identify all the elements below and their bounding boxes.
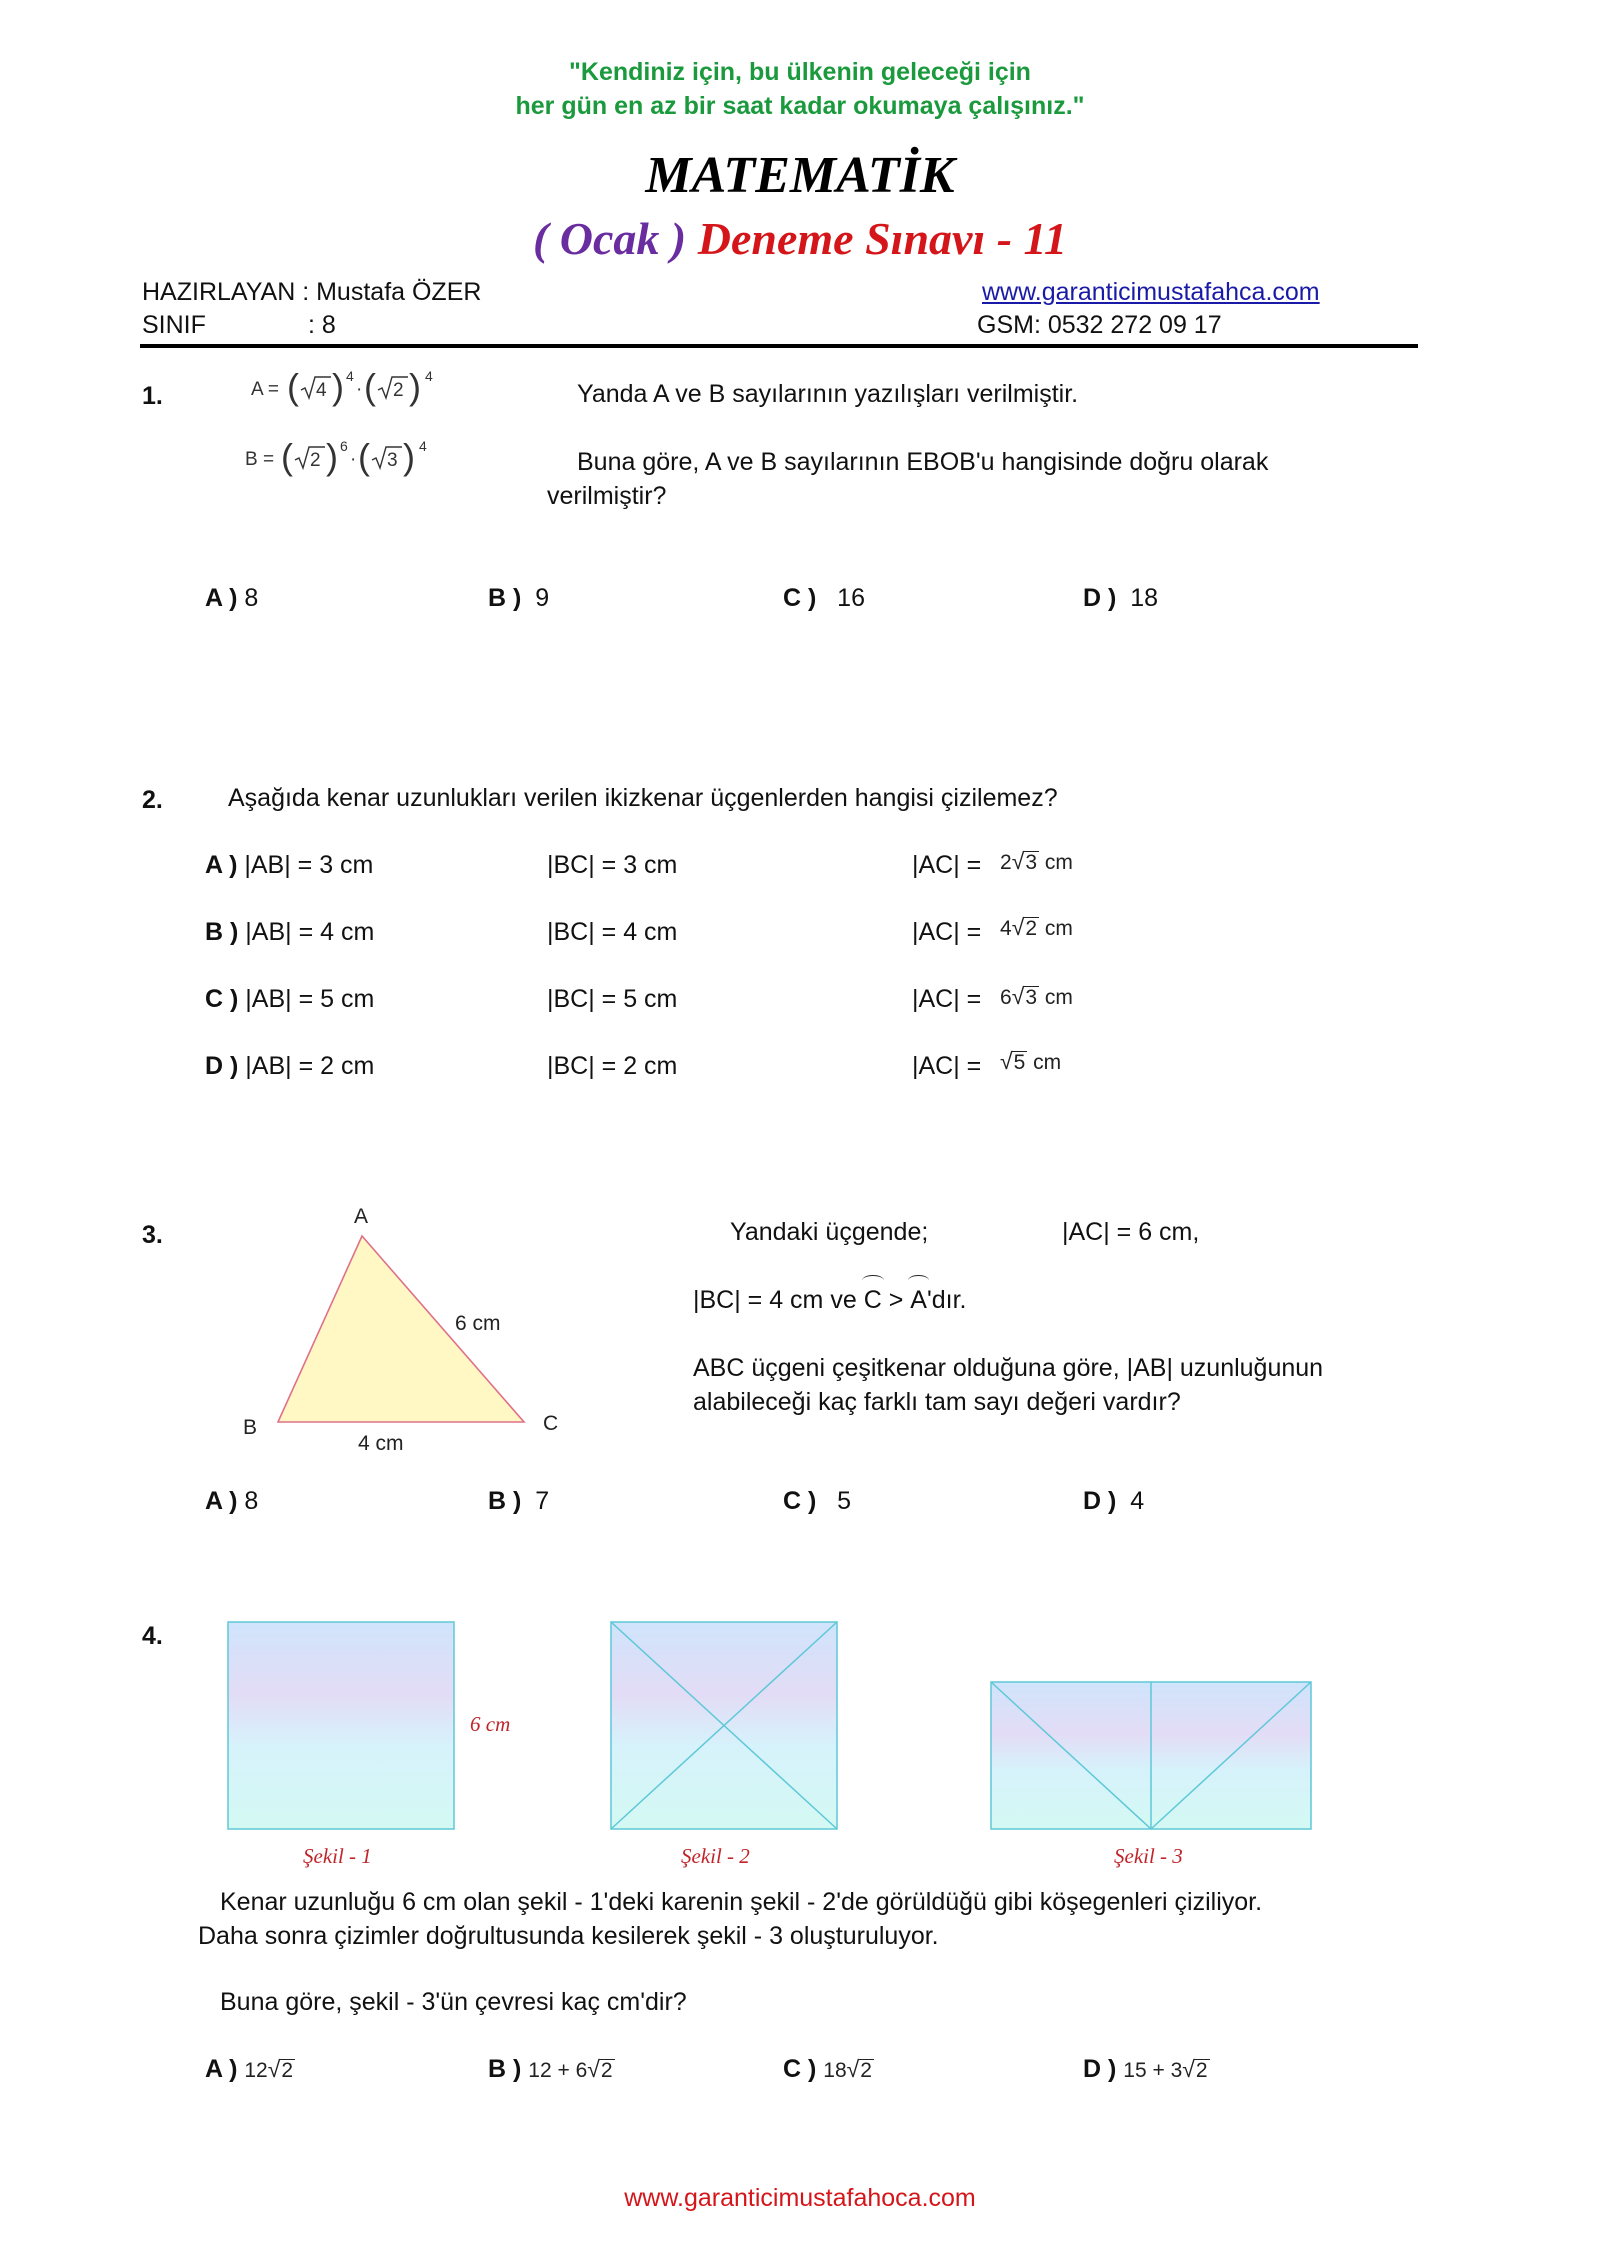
ac-coef: 2	[1000, 851, 1012, 874]
value-radicand: 2	[860, 2059, 872, 2082]
option-value	[528, 2056, 614, 2082]
figure-1-side-label: 6 cm	[470, 1712, 511, 1736]
q2-option-d[interactable]	[205, 1050, 374, 1083]
ac-unit: cm	[1044, 986, 1073, 1009]
q2-d-ac-value	[1000, 1048, 1061, 1075]
option-label: C )	[783, 1487, 817, 1515]
q4-text-question: Buna göre, şekil - 3'ün çevresi kaç cm'dir?	[220, 1988, 687, 2016]
option-label: A )	[205, 2055, 238, 2083]
phone-number: GSM: 0532 272 09 17	[977, 311, 1222, 339]
q1-option-a[interactable]	[205, 582, 258, 615]
option-value: 4	[1130, 1487, 1145, 1515]
q4-text-1a: Kenar uzunluğu 6 cm olan şekil - 1'deki karenin şekil - 2'de görüldüğü gibi köşegenleri çiziliyor.	[220, 1888, 1263, 1916]
ac-unit: cm	[1044, 917, 1073, 940]
value-radicand: 2	[600, 2059, 613, 2082]
q2-a-bc: |BC| = 3 cm	[547, 851, 678, 879]
question-4-number: 4.	[142, 1622, 163, 1650]
value-prefix: 15 + 3	[1123, 2059, 1183, 2082]
q4-option-a[interactable]	[205, 2053, 295, 2087]
option-value: 7	[535, 1487, 550, 1515]
author-label: HAZIRLAYAN : Mustafa ÖZER	[142, 278, 482, 306]
ac-coef: 6	[1000, 986, 1012, 1009]
subtitle-exam-name: Deneme Sınavı - 11	[697, 213, 1068, 264]
q2-option-a[interactable]	[205, 849, 373, 882]
q2-c-ac-label: |AC| =	[912, 985, 982, 1013]
sqrt-icon: √	[1011, 914, 1025, 940]
option-label: D )	[1083, 584, 1117, 612]
triangle-diagram	[230, 1200, 580, 1460]
question-1-number: 1.	[142, 382, 163, 410]
option-label: D )	[205, 1052, 239, 1080]
q3-text-question-2: alabileceği kaç farklı tam sayı değeri vardır?	[693, 1388, 1181, 1416]
option-value: 16	[837, 584, 865, 612]
formula-a-paren-open-2: (	[364, 366, 376, 407]
q1-option-b[interactable]	[488, 582, 549, 615]
formula-b-paren-close-1: )	[326, 436, 338, 477]
option-label: D )	[1083, 2055, 1117, 2083]
formula-b-paren-close-2: )	[403, 436, 415, 477]
value-prefix: 18	[823, 2059, 847, 2082]
sqrt-icon: √	[267, 2056, 281, 2082]
option-value	[244, 2056, 295, 2082]
q2-c-ac-value	[1000, 983, 1073, 1010]
sqrt-icon: √	[1000, 1048, 1013, 1074]
figure-3-caption: Şekil - 3	[1114, 1844, 1183, 1868]
option-label: C )	[783, 584, 817, 612]
page-title: MATEMATİK	[645, 147, 955, 204]
question-3-number: 3.	[142, 1221, 163, 1249]
value-radicand: 2	[1195, 2059, 1208, 2082]
option-value: 8	[244, 1487, 259, 1515]
option-label: B )	[488, 2055, 522, 2083]
figure-2-caption: Şekil - 2	[681, 1844, 750, 1868]
website-link[interactable]: www.garanticimustafahca.com	[982, 278, 1320, 306]
q3-option-d[interactable]	[1083, 1485, 1144, 1518]
subtitle-month: ( Ocak )	[532, 213, 687, 264]
option-value: 5	[837, 1487, 852, 1515]
q2-a-ac-value	[1000, 848, 1073, 875]
q3-text-intro: Yandaki üçgende;	[730, 1218, 929, 1246]
footer-website-link[interactable]: www.garanticimustafahoca.com	[624, 2184, 976, 2212]
q1-text-question-2: verilmiştir?	[547, 482, 667, 510]
option-label: A )	[205, 584, 238, 612]
ac-unit: cm	[1044, 851, 1073, 874]
option-ab: |AB| = 4 cm	[245, 918, 375, 946]
sqrt-icon: √	[846, 2056, 860, 2082]
option-label: B )	[205, 918, 239, 946]
option-label: B )	[488, 1487, 522, 1515]
angle-c: C	[864, 1284, 882, 1317]
q3-text-question-1: ABC üçgeni çeşitkenar olduğuna göre, |AB| uzunluğunun	[693, 1354, 1324, 1382]
option-value: 9	[535, 584, 550, 612]
q2-b-ac-label: |AC| =	[912, 918, 982, 946]
value-prefix: 12	[244, 2059, 268, 2082]
side-bc-label: 4 cm	[358, 1432, 404, 1455]
formula-b-lhs: B =	[245, 449, 275, 470]
option-ab: |AB| = 5 cm	[245, 985, 375, 1013]
vertex-a-label: A	[354, 1205, 369, 1228]
question-2-number: 2.	[142, 786, 163, 814]
angle-a: A	[910, 1284, 927, 1317]
formula-b-dot: ·	[350, 449, 357, 470]
q3-text-bc	[693, 1284, 966, 1317]
q2-a-ac-label: |AC| =	[912, 851, 982, 879]
formula-a-paren-open-1: (	[287, 366, 299, 407]
exam-subtitle	[0, 212, 1600, 265]
sqrt-icon: √	[587, 2056, 600, 2082]
q4-figures	[0, 1600, 1600, 1880]
ac-coef: 4	[1000, 917, 1012, 940]
formula-a-exponent-1: 4	[346, 368, 354, 384]
q4-option-b[interactable]	[488, 2053, 615, 2087]
formula-a-paren-close-1: )	[332, 366, 344, 407]
q4-text-1b: Daha sonra çizimler doğrultusunda kesilerek şekil - 3 oluşturuluyor.	[198, 1922, 939, 1950]
class-value: : 8	[308, 311, 336, 339]
vertex-c-label: C	[543, 1412, 559, 1435]
formula-b-exponent-2: 4	[419, 438, 427, 454]
option-label: D )	[1083, 1487, 1117, 1515]
ac-radicand: 5	[1013, 1051, 1026, 1074]
formula-b-paren-open-1: (	[281, 436, 293, 477]
ac-radicand: 3	[1025, 986, 1037, 1009]
q2-b-ac-value	[1000, 914, 1073, 941]
q2-b-bc: |BC| = 4 cm	[547, 918, 678, 946]
option-label: A )	[205, 1487, 238, 1515]
motto-line-2: her gün en az bir saat kadar okumaya çalışınız."	[515, 92, 1085, 120]
option-ab: |AB| = 2 cm	[245, 1052, 375, 1080]
ac-radicand: 3	[1025, 851, 1037, 874]
formula-b-radicand-1: 2	[310, 450, 321, 471]
formula-a-dot: ·	[356, 379, 363, 400]
vertex-b-label: B	[243, 1416, 258, 1439]
value-radicand: 2	[281, 2059, 294, 2082]
motto-line-1: "Kendiniz için, bu ülkenin geleceği için	[569, 58, 1031, 86]
value-prefix: 12 + 6	[528, 2059, 588, 2082]
side-ac-label: 6 cm	[455, 1312, 501, 1335]
figure-1-caption: Şekil - 1	[303, 1844, 372, 1868]
q2-c-bc: |BC| = 5 cm	[547, 985, 678, 1013]
sqrt-icon: √	[1011, 848, 1025, 874]
q3-option-c[interactable]	[783, 1485, 851, 1518]
class-label: SINIF	[142, 311, 206, 339]
q2-d-bc: |BC| = 2 cm	[547, 1052, 678, 1080]
formula-a-radicand-1: 4	[316, 380, 327, 401]
q3-option-b[interactable]	[488, 1485, 549, 1518]
formula-a-exponent-2: 4	[425, 368, 433, 384]
option-ab: |AB| = 3 cm	[244, 851, 374, 879]
formula-b-paren-open-2: (	[358, 436, 370, 477]
q2-option-b[interactable]	[205, 916, 374, 949]
formula-a-lhs: A =	[251, 379, 279, 400]
option-label: C )	[205, 985, 239, 1013]
q3-option-a[interactable]	[205, 1485, 258, 1518]
q2-option-c[interactable]	[205, 983, 374, 1016]
formula-a-paren-close-2: )	[409, 366, 421, 407]
q1-text-intro: Yanda A ve B sayılarının yazılışları verilmiştir.	[577, 380, 1079, 408]
q2-text: Aşağıda kenar uzunlukları verilen ikizkenar üçgenlerden hangisi çizilemez?	[228, 784, 1058, 812]
option-value	[1123, 2056, 1209, 2082]
header-divider	[140, 344, 1418, 348]
q3-text-ac: |AC| = 6 cm,	[1062, 1218, 1200, 1246]
formula-b-exponent-1: 6	[340, 438, 348, 454]
option-value	[823, 2056, 874, 2082]
q3-bc-suffix: 'dır.	[926, 1286, 967, 1314]
q4-option-d[interactable]	[1083, 2053, 1210, 2087]
option-label: A )	[205, 851, 238, 879]
q3-bc-prefix: |BC| = 4 cm ve	[693, 1286, 857, 1314]
option-value: 18	[1130, 584, 1159, 612]
ac-unit: cm	[1033, 1051, 1062, 1074]
figure-1-square	[228, 1622, 454, 1829]
q1-option-c[interactable]	[783, 582, 865, 615]
formula-a-radicand-2: 2	[393, 380, 404, 401]
sqrt-icon: √	[1182, 2056, 1195, 2082]
formula-b-radicand-2: 3	[387, 450, 398, 471]
option-label: C )	[783, 2055, 817, 2083]
option-label: B )	[488, 584, 522, 612]
ac-radicand: 2	[1025, 917, 1037, 940]
q3-gt: >	[888, 1286, 904, 1314]
q2-d-ac-label: |AC| =	[912, 1052, 982, 1080]
q4-option-c[interactable]	[783, 2053, 874, 2087]
q1-option-d[interactable]	[1083, 582, 1158, 615]
q1-text-question-1: Buna göre, A ve B sayılarının EBOB'u hangisinde doğru olarak	[577, 448, 1269, 476]
q1-formula	[245, 365, 445, 485]
option-value: 8	[244, 584, 259, 612]
sqrt-icon: √	[1011, 983, 1025, 1009]
